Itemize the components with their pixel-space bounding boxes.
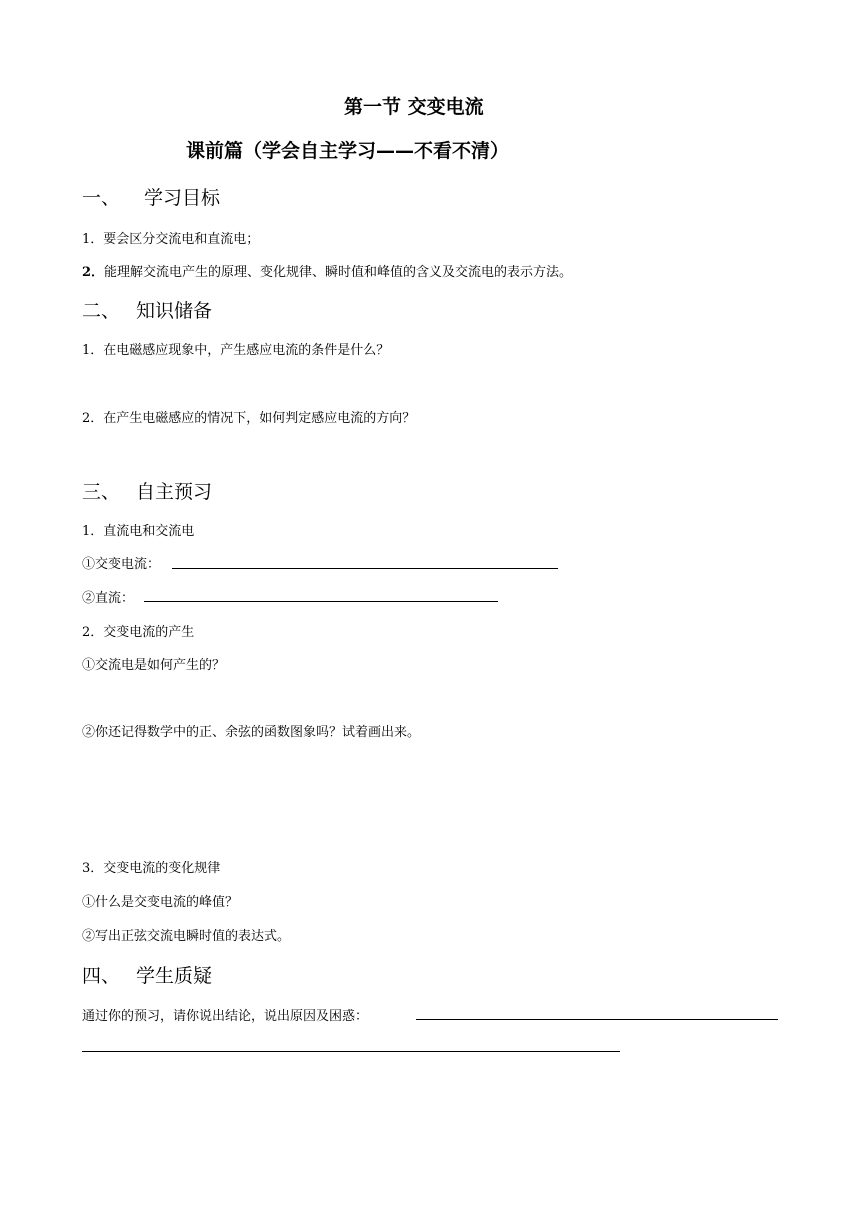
list-item [82, 261, 572, 280]
answer-blank-line[interactable] [82, 1051, 620, 1052]
section-title: 知识储备 [136, 300, 213, 322]
section-number: 四、 [82, 965, 121, 987]
item-heading: 2．交变电流的产生 [82, 625, 195, 640]
section-number: 二、 [82, 300, 121, 322]
question-text: ②写出正弦交流电瞬时值的表达式。 [82, 929, 291, 944]
item-number: 1． [82, 232, 104, 247]
question-text: ①什么是交变电流的峰值？ [82, 895, 239, 910]
fill-label: ②直流： [82, 591, 135, 606]
item-heading: 3．交变电流的变化规律 [82, 861, 221, 876]
answer-blank-line[interactable] [416, 1019, 778, 1020]
section-heading-1 [82, 183, 220, 210]
page-title: 第一节 交变电流 [344, 96, 484, 118]
answer-blank-line[interactable] [144, 601, 498, 602]
section-title: 学生质疑 [136, 965, 213, 987]
section-heading-3 [82, 477, 212, 504]
section-title: 学习目标 [144, 187, 221, 209]
item-number: 2． [82, 265, 105, 280]
question-text: 1．在电磁感应现象中，产生感应电流的条件是什么？ [82, 343, 390, 358]
question-text: 通过你的预习，请你说出结论，说出原因及困惑： [82, 1009, 369, 1024]
item-heading: 1．直流电和交流电 [82, 524, 195, 539]
page-subtitle: 课前篇（学会自主学习——不看不清） [186, 140, 510, 162]
question-text: 2．在产生电磁感应的情况下，如何判定感应电流的方向？ [82, 411, 416, 426]
answer-blank-line[interactable] [172, 568, 558, 569]
list-item [82, 228, 259, 247]
question-text: ①交流电是如何产生的？ [82, 658, 226, 673]
section-number: 三、 [82, 481, 121, 503]
fill-label: ①交变电流： [82, 557, 161, 572]
section-heading-2 [82, 296, 212, 323]
section-title: 自主预习 [136, 481, 213, 503]
item-text: 能理解交流电产生的原理、变化规律、瞬时值和峰值的含义及交流电的表示方法。 [104, 265, 573, 280]
section-number: 一、 [82, 187, 121, 209]
item-text: 要会区分交流电和直流电； [103, 232, 260, 247]
question-text: ②你还记得数学中的正、余弦的函数图象吗？试着画出来。 [82, 725, 421, 740]
section-heading-4 [82, 961, 212, 988]
